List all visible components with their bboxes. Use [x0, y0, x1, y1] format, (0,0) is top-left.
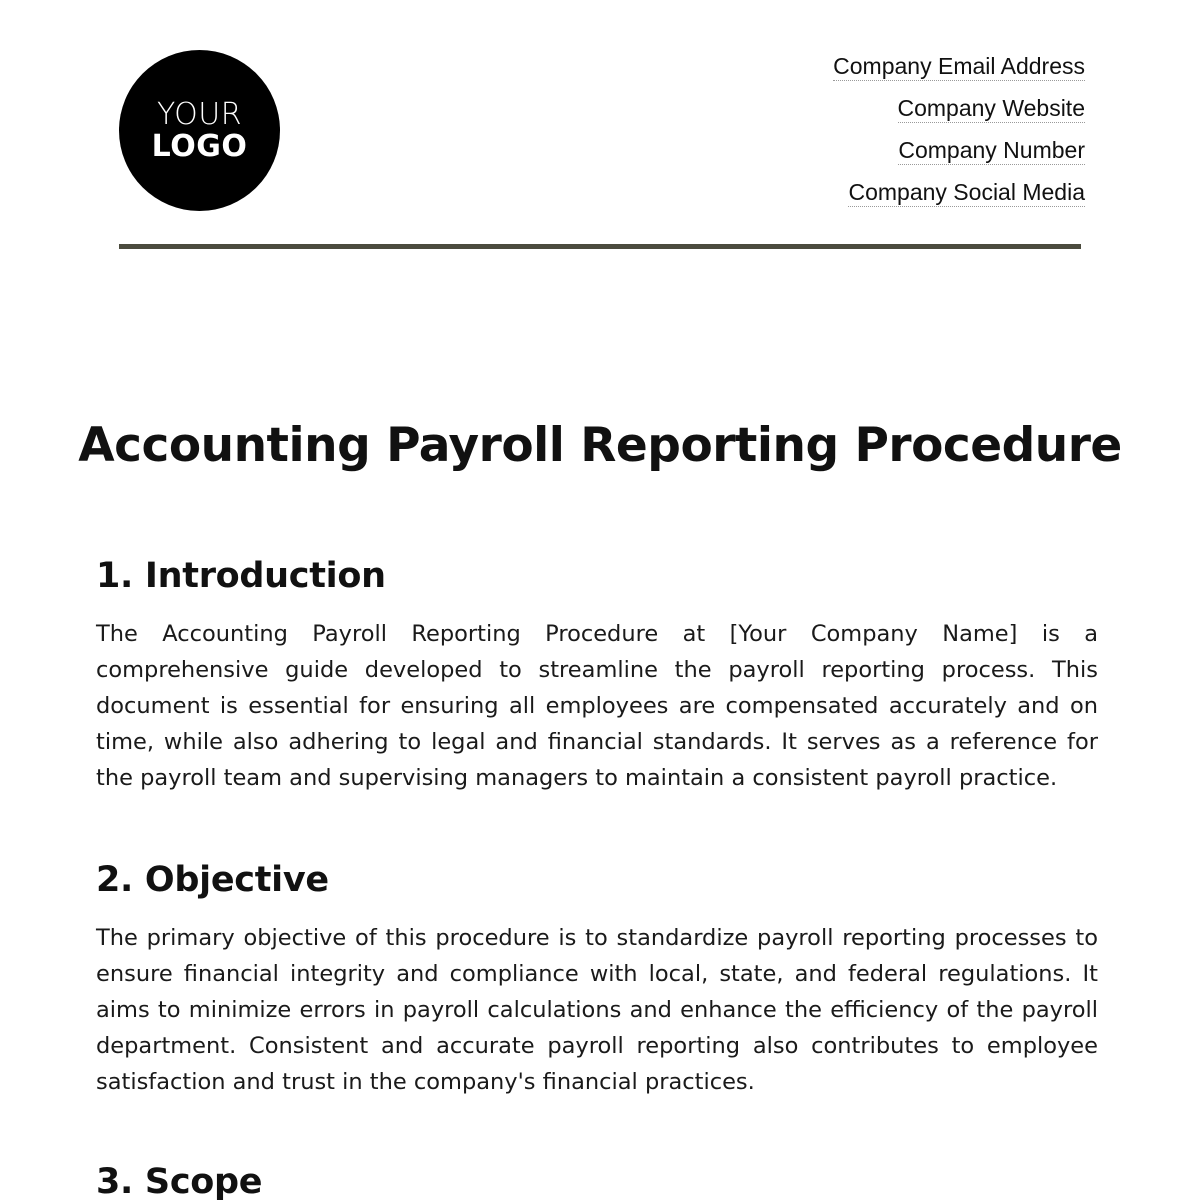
section-body: The Accounting Payroll Reporting Procedure at [Your Company Name] is a comprehensive guide developed to streamline the payroll reporting process. This document is essential for ensuring all employees are compensated accurately and on time, while also adhering to legal and financial standards. It serves as a reference for the payroll team and supervising managers to maintain a consistent payroll practice.: [96, 621, 1098, 791]
section-body: The primary objective of this procedure is to standardize payroll reporting processes to ensure financial integrity and compliance with local, state, and federal regulations. It aims to minimize errors in payroll calculations and enhance the efficiency of the payroll department. Consistent and accurate payroll reporting also contributes to employee satisfaction and trust in the company's financial practices.: [96, 925, 1098, 1095]
document-title: Accounting Payroll Reporting Procedure: [78, 418, 1122, 473]
section-introduction: [96, 554, 1098, 796]
company-logo: [119, 50, 280, 211]
section-scope: [96, 1160, 1098, 1200]
section-heading: 1. Introduction: [96, 556, 386, 596]
company-website: Company Website: [897, 95, 1085, 121]
logo-text-logo: LOGO: [151, 128, 248, 164]
section-objective: [96, 858, 1098, 1100]
header-divider: [119, 244, 1081, 249]
logo-text-your: YOUR: [156, 96, 243, 132]
company-social-media: Company Social Media: [848, 179, 1085, 205]
company-number: Company Number: [898, 137, 1085, 163]
company-email: Company Email Address: [833, 53, 1085, 79]
section-heading: 2. Objective: [96, 860, 329, 900]
section-heading: 3. Scope: [96, 1162, 263, 1200]
company-contact-block: [665, 52, 1085, 220]
